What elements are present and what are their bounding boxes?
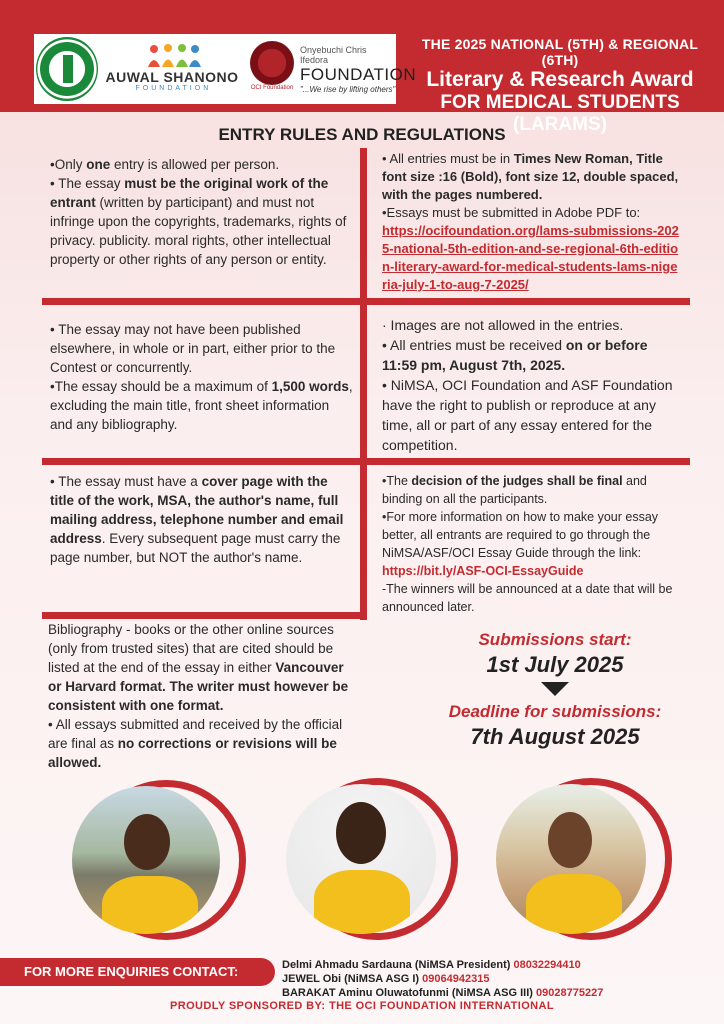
rule-text: •Only [50,157,87,172]
rule-bold-text: cover page with the title of the work, MSA, the author's name, full mailing address, telephone number and email address [50,474,344,546]
rule-bold-text: on or before 11:59 pm, August 7th, 2025. [382,337,648,373]
enquiries-label: FOR MORE ENQUIRIES CONTACT: [0,958,275,986]
rule-text: Bibliography - books or the other online sources (only from trusted sites) that are cited should be listed at the end of the essay in either [48,622,334,675]
rule-text: • NiMSA, OCI Foundation and ASF Foundation have the right to publish or reproduce at any time, all or part of any essay entered for the competition. [382,377,673,453]
rule-text: • The essay may not have been published elsewhere, in whole or in part, either prior to the Contest or concurrently. [50,322,336,375]
rule-cell-formatting [382,150,682,294]
rule-bold-text: one [86,157,111,172]
sponsor-line: PROUDLY SPONSORED BY: THE OCI FOUNDATION INTERNATIONAL [169,1000,554,1012]
deadline-label: Deadline for submissions: [448,702,662,721]
rule-cell-bibliography [48,620,358,772]
person-head [124,814,170,870]
asf-logo [106,39,241,99]
rule-text: . Every subsequent page must carry the page number, but NOT the author's name. [50,531,341,565]
rule-bold-text: Vancouver or Harvard format. The writer must however be consistent with one format. [48,660,349,713]
rule-bold-text: Times New Roman, Title font size :16 (Bold), font size 12, double spaced, with the pages numbered. [382,151,679,202]
rule-text: • The essay [50,176,125,191]
contact-photo-asg3 [496,784,646,934]
rule-text: • All essays submitted and received by the official are final as [48,717,343,751]
person-silhouette [102,876,198,934]
contact-phone[interactable]: 08032294410 [513,959,581,971]
rule-bold-text: must be the original work of the entrant [50,176,329,210]
rule-cell-deadline [382,315,682,455]
submission-link[interactable]: https://ocifoundation.org/lams-submissions-2025-national-5th-edition-and-se-regional-6th-edition-literary-award-for-medical-students-lams-nigeria-july-1-to-aug-7-2025/ [382,223,679,292]
section-title: ENTRY RULES AND REGULATIONS [218,125,506,144]
oci-emblem-icon [250,41,294,85]
arrow-down-icon [541,682,569,696]
contact-phone[interactable]: 09028775227 [536,987,604,999]
rule-cell-originality [50,155,350,269]
rule-bold-text: no corrections or revisions will be allowed. [48,736,337,770]
start-label: Submissions start: [478,630,632,649]
grid-vertical-divider [360,148,367,620]
rule-text: •The essay should be a maximum of [50,379,272,394]
contact-name: JEWEL Obi (NiMSA ASG I) [282,973,420,985]
rule-text: , excluding the main title, front sheet information and any bibliography. [50,379,353,432]
rule-cell-judges [382,472,687,616]
rule-text: • All entries must be received [382,337,566,353]
rule-text: and binding on all the participants. [382,474,647,506]
deadline-date: 7th August 2025 [470,724,640,749]
rule-bold-text: decision of the judges shall be final [411,474,623,488]
rule-bold-text: 1,500 words [271,379,349,394]
start-date: 1st July 2025 [486,652,624,677]
contact-entry [282,958,603,972]
submission-dates [410,630,700,750]
contact-name: Delmi Ahmadu Sardauna (NiMSA President) [282,959,511,971]
contact-list [282,958,603,1000]
asf-people-icon [144,43,204,69]
person-head [336,802,386,864]
rule-cell-cover-page [50,472,355,567]
grid-horizontal-divider [42,298,690,305]
award-title-line2: Literary & Research Award [426,68,694,91]
oci-emblem [246,39,296,99]
award-title [410,36,710,136]
rule-text: •For more information on how to make your essay better, all entrants are required to go through the NiMSA/ASF/OCI Essay Guide through the link: [382,510,659,560]
contact-photo-asg1 [286,784,436,934]
rule-text: -The winners will be announced at a date that will be announced later. [382,582,673,614]
person-silhouette [526,874,622,934]
rule-text: · Images are not allowed in the entries. [382,317,624,333]
contact-photo-president [72,786,220,934]
logo-strip [34,34,417,104]
rule-text: •The [382,474,412,488]
asf-name: AUWAL SHANONO [105,69,239,85]
person-head [548,812,592,868]
oci-wordmark [300,44,417,94]
grid-horizontal-divider [42,612,362,619]
rule-text: entry is allowed per person. [110,157,280,172]
grid-horizontal-divider [42,458,690,465]
contact-entry [282,972,603,986]
contact-entry [282,986,603,1000]
rule-text: •Essays must be submitted in Adobe PDF to: [382,205,641,220]
nimsa-logo [36,37,98,101]
rule-text: • The essay must have a [50,474,202,489]
oci-tagline: "...We rise by lifting others" [300,84,396,94]
award-title-line3: FOR MEDICAL STUDENTS (LARAMS) [440,92,680,135]
essay-guide-link[interactable]: https://bit.ly/ASF-OCI-EssayGuide [382,564,584,578]
oci-foundation-word: FOUNDATION [300,64,417,84]
contact-name: BARAKAT Aminu Oluwatofunmi (NiMSA ASG III) [282,987,533,999]
rule-cell-publication [50,320,355,434]
oci-emblem-label: OCI Foundation [250,85,294,91]
asf-subtitle: FOUNDATION [135,85,212,92]
rule-text: (written by participant) and must not infringe upon the copyrights, trademarks, rights of privacy. publicity. moral rights, other intellectual property or other rights of any person or entity. [50,195,347,267]
rule-text: • All entries must be in [382,151,514,166]
oci-founder-name: Onyebuchi Chris Ifedora [300,44,367,65]
award-title-line1: THE 2025 NATIONAL (5TH) & REGIONAL (6TH) [421,36,699,68]
contact-phone[interactable]: 09064942315 [422,973,490,985]
person-silhouette [314,870,410,934]
